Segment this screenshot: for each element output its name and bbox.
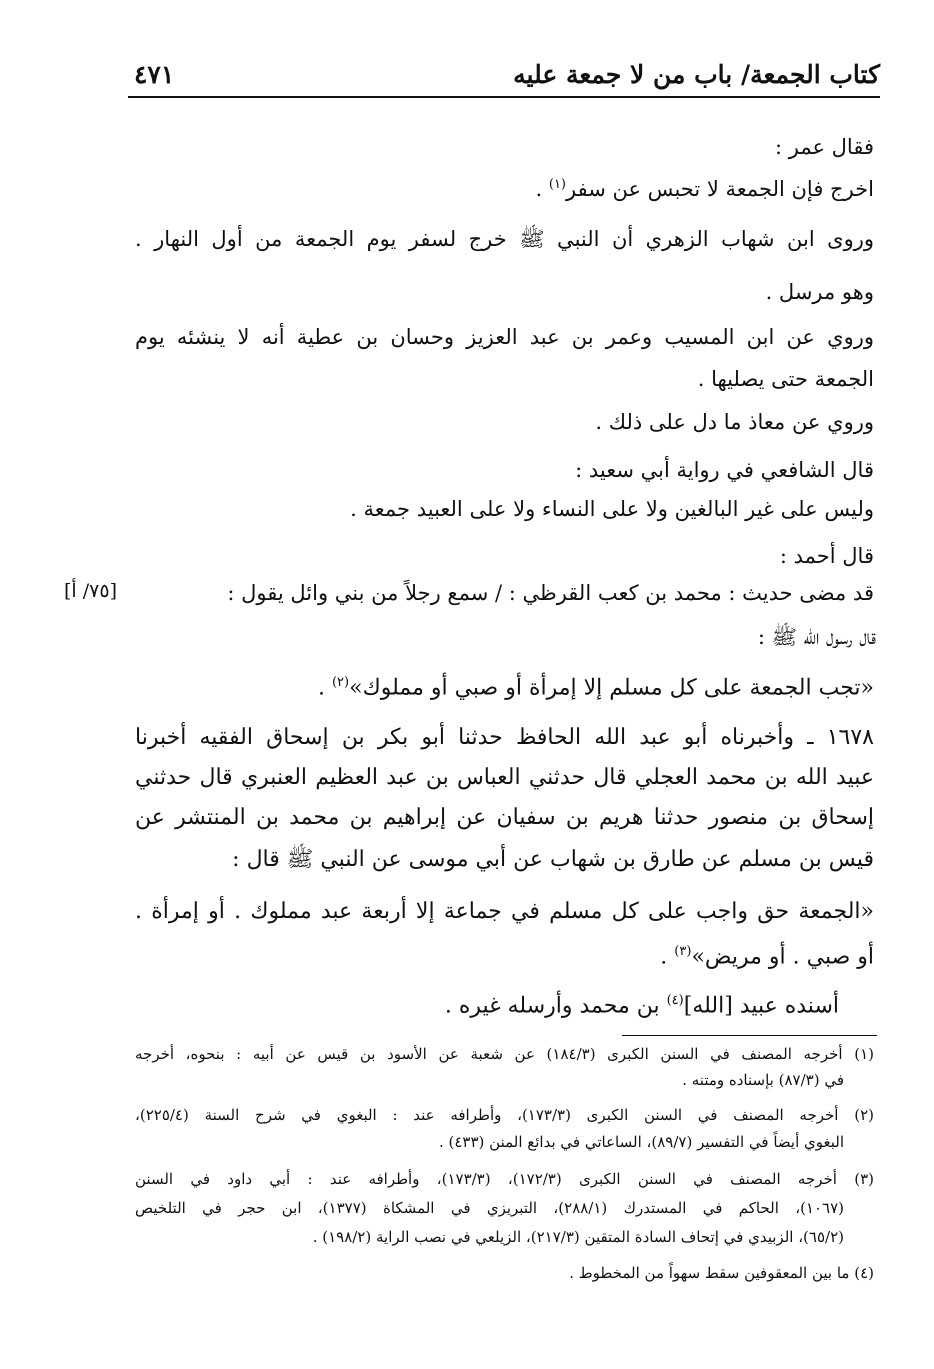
chapter-title: كتاب الجمعة/ باب من لا جمعة عليه [513, 60, 880, 89]
body-line: أسنده عبيد [الله]$^{(٤)}$ بن محمد وأرسله غيره . [444, 993, 839, 1019]
body-line: إسحاق بن منصور حدثنا هريم بن سفيان عن إبراهيم بن محمد بن المنتشر عن [135, 805, 874, 830]
body-line: وروى ابن شهاب الزهري أن النبي ﷺ خرج لسفر يوم الجمعة من أول النهار . [135, 227, 874, 251]
body-line: وليس على غير البالغين ولا على النساء ولا على العبيد جمعة . [350, 497, 874, 521]
footnote: (١) أخرجه المصنف في السنن الكبرى (١٨٤/٣) عن شعبة عن الأسود بن قيس عن أبيه : بنحوه، أخرجه [135, 1045, 874, 1063]
running-head [128, 58, 880, 98]
footnote: في (٨٧/٣) بإسناده ومتنه . [682, 1071, 844, 1089]
footnote: (١٠٦٧)، الحاكم في المستدرك (٢٨٨/١)، التبريزي في المشكاة (١٣٧٧)، ابن حجر في التلخيص [135, 1199, 845, 1217]
footnote: (٣) أخرجه المصنف في السنن الكبرى (١٧٢/٣)، (١٧٣/٣)، وأطرافه عند : أبي داود في السنن [135, 1170, 874, 1188]
hadith-text: أو صبي . أو مريض»$^{(٣)}$ . [660, 944, 874, 970]
hadith-number-line: ١٦٧٨ ـ وأخبرناه أبو عبد الله الحافظ حدثنا أبو بكر بن إسحاق الفقيه أخبرنا [135, 725, 874, 750]
body-line: اخرج فإن الجمعة لا تحبس عن سفر$^{(١)}$ . [535, 177, 874, 201]
body-line: قد مضى حديث : محمد بن كعب القرظي : / سمع رجلاً من بني وائل يقول : [227, 581, 874, 605]
footnote-ref: (٢) [331, 675, 350, 690]
manuscript-folio-marker: [٧٥/ أ] [64, 580, 117, 602]
body-line: الجمعة حتى يصليها . [697, 367, 874, 391]
header-rule [128, 96, 880, 98]
footnote-ref: (٣) [674, 944, 692, 959]
footnote-rule [622, 1035, 877, 1036]
hadith-text: «الجمعة حق واجب على كل مسلم في جماعة إلا أربعة عبد مملوك . أو إمرأة . [135, 899, 874, 924]
body-line: عبيد الله بن محمد العجلي قال حدثني العباس بن عبد العظيم العنبري قال حدثني [135, 765, 874, 790]
body-line: قال الشافعي في رواية أبي سعيد : [575, 458, 874, 482]
footnote: (٦٥/٢)، الزبيدي في إتحاف السادة المتقين (٢١٧/٣)، الزيلعي في نصب الراية (١٩٨/٢) . [312, 1228, 844, 1246]
footnote-ref: (٤) [666, 993, 684, 1008]
body-line: قال أحمد : [779, 544, 874, 568]
body-line: قال رسول الله ﷺ : [757, 625, 876, 649]
body-line: وهو مرسل . [765, 280, 874, 304]
body-line: فقال عمر : [774, 135, 874, 159]
body-line: قيس بن مسلم عن طارق بن شهاب عن أبي موسى عن النبي ﷺ قال : [232, 847, 874, 872]
footnote: البغوي أيضاً في التفسير (٨٩/٧)، الساعاتي في بدائع المنن (٤٣٣) . [438, 1133, 844, 1151]
footnote: (٤) ما بين المعقوفين سقط سهواً من المخطوط . [569, 1264, 874, 1282]
body-line: وروي عن ابن المسيب وعمر بن عبد العزيز وحسان بن عطية أنه لا ينشئه يوم [135, 325, 874, 349]
footnote: (٢) أخرجه المصنف في السنن الكبرى (١٧٣/٣)، وأطرافه عند : البغوي في شرح السنة (٢٢٥/٤)، [135, 1106, 874, 1124]
footnote-ref: (١) [548, 177, 566, 192]
page-number: ٤٧١ [134, 60, 175, 89]
hadith-text: «تجب الجمعة على كل مسلم إلا إمرأة أو صبي أو مملوك»$^{(٢)}$ . [317, 675, 874, 701]
body-line: وروي عن معاذ ما دل على ذلك . [595, 410, 874, 434]
